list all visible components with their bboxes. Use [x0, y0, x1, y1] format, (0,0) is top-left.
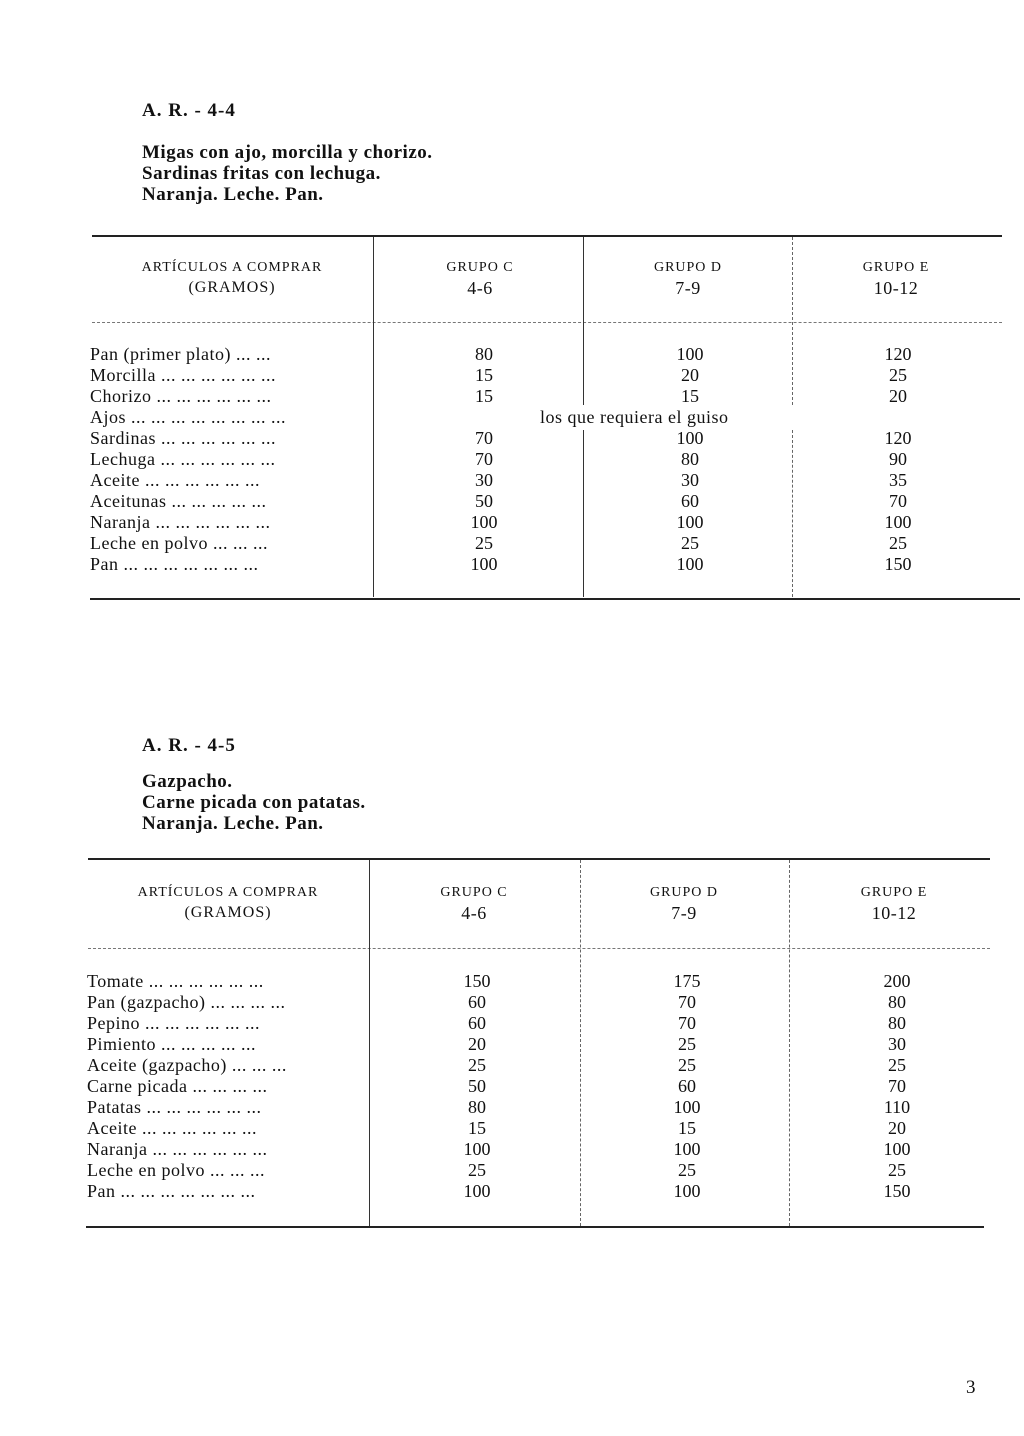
header-articulos: [92, 258, 372, 298]
item-label: Chorizo ... ... ... ... ... ...: [90, 386, 272, 406]
table-body: [0, 971, 1024, 1202]
table-row: [0, 1160, 1024, 1181]
item-label: Pimiento ... ... ... ... ...: [87, 1034, 257, 1054]
item-label: Patatas ... ... ... ... ... ...: [87, 1097, 262, 1117]
table-row: [0, 1013, 1024, 1034]
group-e-value: 25: [889, 365, 907, 385]
group-e-value: 150: [883, 1181, 911, 1201]
group-c-value: 15: [468, 1118, 486, 1138]
header-divider: [92, 322, 1002, 323]
header-group-c: [380, 258, 580, 298]
table-row: [0, 449, 1024, 470]
group-e-value: 25: [889, 533, 907, 553]
group-d-value: 60: [681, 491, 699, 511]
group-c-value: 15: [475, 386, 493, 406]
table-row: [0, 1055, 1024, 1076]
group-d-value: 15: [681, 386, 699, 406]
group-c-value: 150: [463, 971, 491, 991]
header-group-d: [588, 258, 788, 298]
table-row: [0, 365, 1024, 386]
group-c-value: 100: [470, 512, 498, 532]
item-label: Lechuga ... ... ... ... ... ...: [90, 449, 276, 469]
group-d-value: 60: [678, 1076, 696, 1096]
group-d-value: 30: [681, 470, 699, 490]
group-c-value: 60: [468, 1013, 486, 1033]
table-body: [0, 344, 1024, 575]
item-label: Ajos ... ... ... ... ... ... ... ...: [90, 407, 287, 427]
group-e-value: 200: [883, 971, 911, 991]
menu-line: Naranja. Leche. Pan.: [142, 813, 324, 834]
menu-line: Naranja. Leche. Pan.: [142, 184, 324, 205]
table-row: [0, 1034, 1024, 1055]
table-row: [0, 554, 1024, 575]
group-range: 4-6: [461, 903, 487, 923]
item-label: Pan (primer plato) ... ...: [90, 344, 271, 364]
menu-line: Carne picada con patatas.: [142, 792, 366, 813]
group-e-value: 120: [884, 344, 912, 364]
table-bottom-rule: [86, 1226, 984, 1228]
header-group-e: [796, 258, 996, 298]
section-code: A. R. - 4-5: [142, 735, 236, 756]
group-range: 7-9: [671, 903, 697, 923]
row-note: los que requiera el guiso: [540, 407, 729, 427]
table-top-rule: [92, 235, 1002, 237]
group-e-value: 20: [889, 386, 907, 406]
group-name: GRUPO C: [446, 260, 514, 275]
group-d-value: 100: [676, 512, 704, 532]
group-e-value: 120: [884, 428, 912, 448]
page-number: 3: [966, 1377, 976, 1398]
group-e-value: 20: [888, 1118, 906, 1138]
table-row: [0, 1139, 1024, 1160]
header-group-e: [794, 883, 994, 923]
group-c-value: 70: [475, 449, 493, 469]
group-c-value: 100: [463, 1139, 491, 1159]
group-d-value: 100: [673, 1097, 701, 1117]
group-c-value: 100: [470, 554, 498, 574]
group-name: GRUPO D: [653, 260, 723, 275]
group-d-value: 20: [681, 365, 699, 385]
group-c-value: 100: [463, 1181, 491, 1201]
header-divider: [88, 948, 990, 949]
group-c-value: 80: [468, 1097, 486, 1117]
group-c-value: 80: [475, 344, 493, 364]
table-row: [0, 992, 1024, 1013]
item-label: Naranja ... ... ... ... ... ...: [87, 1139, 268, 1159]
table-row: [0, 428, 1024, 449]
table-bottom-rule: [90, 598, 1020, 600]
group-c-value: 25: [468, 1055, 486, 1075]
group-c-value: 25: [468, 1160, 486, 1180]
table-row: [0, 1097, 1024, 1118]
menu-line: Gazpacho.: [142, 771, 233, 792]
group-c-value: 50: [475, 491, 493, 511]
item-label: Aceite (gazpacho) ... ... ...: [87, 1055, 287, 1075]
group-range: 4-6: [467, 278, 493, 298]
group-range: 7-9: [675, 278, 701, 298]
table-row: [0, 1118, 1024, 1139]
group-d-value: 80: [681, 449, 699, 469]
item-label: Aceite ... ... ... ... ... ...: [87, 1118, 257, 1138]
item-label: Pan ... ... ... ... ... ... ...: [90, 554, 259, 574]
item-label: Leche en polvo ... ... ...: [87, 1160, 265, 1180]
item-label: Leche en polvo ... ... ...: [90, 533, 268, 553]
group-e-value: 100: [884, 512, 912, 532]
table-row: [0, 533, 1024, 554]
group-e-value: 25: [888, 1055, 906, 1075]
item-label: Tomate ... ... ... ... ... ...: [87, 971, 264, 991]
item-label: Aceite ... ... ... ... ... ...: [90, 470, 260, 490]
group-name: GRUPO D: [649, 885, 719, 900]
item-label: Pan ... ... ... ... ... ... ...: [87, 1181, 256, 1201]
menu-line: Sardinas fritas con lechuga.: [142, 163, 381, 184]
group-c-value: 70: [475, 428, 493, 448]
group-d-value: 70: [678, 1013, 696, 1033]
group-e-value: 90: [889, 449, 907, 469]
header-label: ARTÍCULOS A COMPRAR: [137, 885, 319, 900]
group-c-value: 25: [475, 533, 493, 553]
table-row: [0, 1076, 1024, 1097]
group-e-value: 35: [889, 470, 907, 490]
item-label: Sardinas ... ... ... ... ... ...: [90, 428, 276, 448]
group-range: 10-12: [873, 278, 919, 298]
group-d-value: 100: [676, 554, 704, 574]
group-c-value: 60: [468, 992, 486, 1012]
group-d-value: 25: [678, 1055, 696, 1075]
table-row: [0, 344, 1024, 365]
header-articulos: [88, 883, 368, 923]
header-units: (GRAMOS): [188, 279, 276, 296]
group-d-value: 100: [676, 344, 704, 364]
item-label: Naranja ... ... ... ... ... ...: [90, 512, 271, 532]
group-d-value: 25: [678, 1034, 696, 1054]
group-e-value: 70: [889, 491, 907, 511]
group-d-value: 175: [673, 971, 701, 991]
table-top-rule: [88, 858, 990, 860]
item-label: Pepino ... ... ... ... ... ...: [87, 1013, 261, 1033]
item-label: Carne picada ... ... ... ...: [87, 1076, 268, 1096]
menu-list: [142, 771, 366, 834]
group-c-value: 15: [475, 365, 493, 385]
table-row: [0, 407, 1024, 428]
group-e-value: 25: [888, 1160, 906, 1180]
table-row: [0, 491, 1024, 512]
item-label: Morcilla ... ... ... ... ... ...: [90, 365, 276, 385]
menu-list: [142, 142, 433, 205]
group-e-value: 80: [888, 992, 906, 1012]
group-d-value: 25: [681, 533, 699, 553]
table-row: [0, 971, 1024, 992]
table-row: [0, 1181, 1024, 1202]
group-d-value: 100: [673, 1181, 701, 1201]
table-row: [0, 470, 1024, 491]
item-label: Aceitunas ... ... ... ... ...: [90, 491, 267, 511]
header-group-d: [584, 883, 784, 923]
group-name: GRUPO E: [860, 885, 928, 900]
group-d-value: 15: [678, 1118, 696, 1138]
group-e-value: 100: [883, 1139, 911, 1159]
table-row: [0, 386, 1024, 407]
group-name: GRUPO C: [440, 885, 508, 900]
group-c-value: 20: [468, 1034, 486, 1054]
group-name: GRUPO E: [862, 260, 930, 275]
group-d-value: 100: [676, 428, 704, 448]
table-row: [0, 512, 1024, 533]
header-units: (GRAMOS): [184, 904, 272, 921]
menu-line: Migas con ajo, morcilla y chorizo.: [142, 142, 433, 163]
group-d-value: 25: [678, 1160, 696, 1180]
header-label: ARTÍCULOS A COMPRAR: [141, 260, 323, 275]
header-group-c: [374, 883, 574, 923]
group-c-value: 50: [468, 1076, 486, 1096]
item-label: Pan (gazpacho) ... ... ... ...: [87, 992, 286, 1012]
group-e-value: 80: [888, 1013, 906, 1033]
group-c-value: 30: [475, 470, 493, 490]
group-d-value: 100: [673, 1139, 701, 1159]
group-e-value: 150: [884, 554, 912, 574]
section-code: A. R. - 4-4: [142, 100, 236, 121]
group-d-value: 70: [678, 992, 696, 1012]
group-e-value: 30: [888, 1034, 906, 1054]
group-e-value: 70: [888, 1076, 906, 1096]
group-range: 10-12: [871, 903, 917, 923]
group-e-value: 110: [883, 1097, 911, 1117]
